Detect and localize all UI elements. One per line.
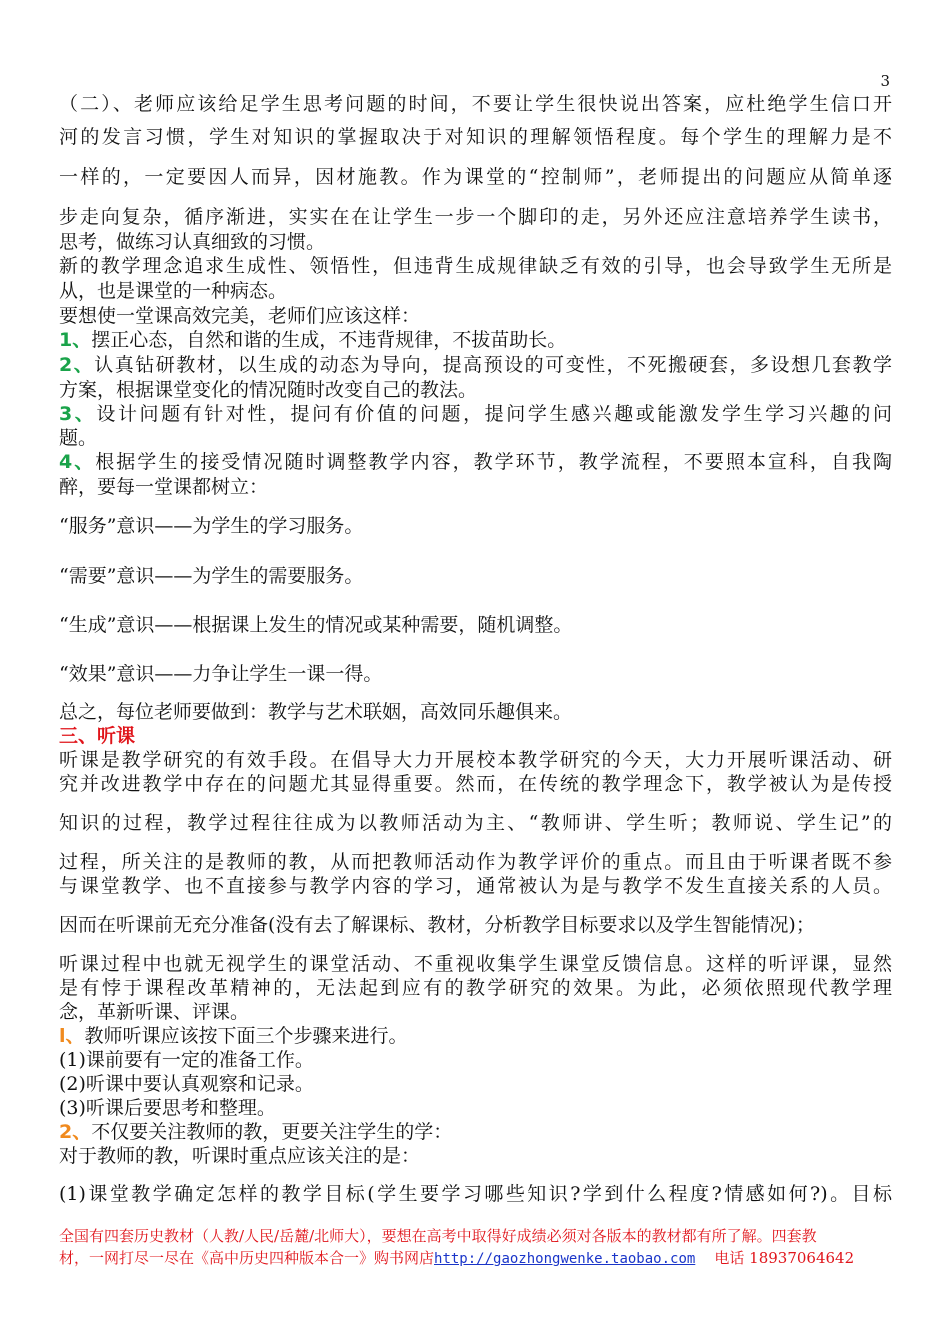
text-line: 一样的，一定要因人而异，因材施教。作为课堂的“控制师”，老师提出的问题应从简单逐 <box>59 166 892 188</box>
list-item-text: 不仅要关注教师的教，更要关注学生的学： <box>91 1121 453 1143</box>
text-line: 听课是教学研究的有效手段。在倡导大力开展校本教学研究的今天，大力开展听课活动、研 <box>59 749 892 771</box>
text-line: 究并改进教学中存在的问题尤其显得重要。然而，在传统的教学理念下，教学被认为是传授 <box>59 773 892 795</box>
list-item-I <box>59 1024 892 1048</box>
list-item-2b <box>59 1120 892 1144</box>
text-line: 思考，做练习认真细致的习惯。 <box>59 231 326 253</box>
list-item-text: 教师听课应该按下面三个步骤来进行。 <box>84 1025 408 1047</box>
list-item-text: 设计问题有针对性，提问有价值的问题，提问学生感兴趣或能激发学生学习兴趣的问 <box>96 403 892 425</box>
text-line: 念，革新听课、评课。 <box>59 1001 250 1023</box>
text-line: （二）、老师应该给足学生思考问题的时间，不要让学生很快说出答案，应杜绝学生信口开 <box>59 93 892 115</box>
text-line: 从，也是课堂的一种病态。 <box>59 280 288 302</box>
section-heading: 三、听课 <box>59 725 136 747</box>
list-marker: l、 <box>59 1025 85 1047</box>
list-marker: 2、 <box>59 354 95 376</box>
list-marker: 4、 <box>59 451 96 473</box>
list-item-4 <box>59 450 892 474</box>
list-item-2 <box>59 353 892 377</box>
text-line: 总之，每位老师要做到：教学与艺术联姻，高效同乐趣俱来。 <box>59 701 573 723</box>
text-line: (3)听课后要思考和整理。 <box>59 1097 276 1119</box>
text-line: (1)课堂教学确定怎样的教学目标(学生要学习哪些知识?学到什么程度?情感如何?)。目标 <box>59 1183 892 1205</box>
list-marker: 1、 <box>59 329 92 351</box>
shop-link[interactable]: http://gaozhongwenke.taobao.com <box>434 1251 696 1267</box>
footer-line: 全国有四套历史教材（人教/人民/岳麓/北师大），要想在高考中取得好成绩必须对各版本的教材都有所了解。四套教 <box>59 1227 817 1245</box>
text-line: “服务”意识——为学生的学习服务。 <box>59 515 364 537</box>
text-line: 对于教师的教，听课时重点应该关注的是： <box>59 1145 421 1167</box>
list-item-text: 认真钻研教材，以生成的动态为导向，提高预设的可变性，不死搬硬套，多设想几套教学 <box>94 354 892 376</box>
text-line: 过程，所关注的是教师的教，从而把教师活动作为教学评价的重点。而且由于听课者既不参 <box>59 851 892 873</box>
list-marker: 3、 <box>59 403 97 425</box>
list-item-1 <box>59 328 892 352</box>
footer-line <box>59 1247 892 1270</box>
text-line: 与课堂教学、也不直接参与教学内容的学习，通常被认为是与教学不发生直接关系的人员。 <box>59 875 892 897</box>
list-item-text: 摆正心态，自然和谐的生成，不违背规律，不拔苗助长。 <box>91 329 567 351</box>
text-line: “需要”意识——为学生的需要服务。 <box>59 565 364 587</box>
list-marker: 2、 <box>59 1121 92 1143</box>
list-item-text: 根据学生的接受情况随时调整教学内容，教学环节，教学流程，不要照本宣科，自我陶 <box>95 451 892 473</box>
text-line: 河的发言习惯，学生对知识的掌握取决于对知识的理解领悟程度。每个学生的理解力是不 <box>59 126 892 148</box>
text-line: 知识的过程，教学过程往往成为以教师活动为主、“教师讲、学生听；教师说、学生记”的 <box>59 812 892 834</box>
list-item-3 <box>59 402 892 426</box>
text-line: 新的教学理念追求生成性、领悟性，但违背生成规律缺乏有效的引导，也会导致学生无所是 <box>59 255 892 277</box>
footer-phone: 电话 18937064642 <box>714 1249 855 1267</box>
page-number: 3 <box>880 72 890 90</box>
footer-notice <box>59 1225 892 1270</box>
text-line: 步走向复杂，循序渐进，实实在在让学生一步一个脚印的走，另外还应注意培养学生读书， <box>59 206 892 228</box>
text-line: 醉，要每一堂课都树立： <box>59 476 269 498</box>
text-line: “生成”意识——根据课上发生的情况或某种需要，随机调整。 <box>59 614 573 636</box>
footer-text: 材，一网打尽一尽在《高中历史四种版本合一》购书网店 <box>59 1249 435 1267</box>
text-line: 要想使一堂课高效完美，老师们应该这样： <box>59 305 421 327</box>
text-line: 因而在听课前无充分准备(没有去了解课标、教材，分析教学目标要求以及学生智能情况)； <box>59 914 815 936</box>
text-line: 是有悖于课程改革精神的，无法起到应有的教学研究的效果。为此，必须依照现代教学理 <box>59 977 892 999</box>
text-line: 方案，根据课堂变化的情况随时改变自己的教法。 <box>59 379 478 401</box>
text-line: (2)听课中要认真观察和记录。 <box>59 1073 314 1095</box>
text-line: 题。 <box>59 427 98 449</box>
text-line: 听课过程中也就无视学生的课堂活动、不重视收集学生课堂反馈信息。这样的听评课，显然 <box>59 953 892 975</box>
text-line: “效果”意识——力争让学生一课一得。 <box>59 663 383 685</box>
text-line: (1)课前要有一定的准备工作。 <box>59 1049 314 1071</box>
